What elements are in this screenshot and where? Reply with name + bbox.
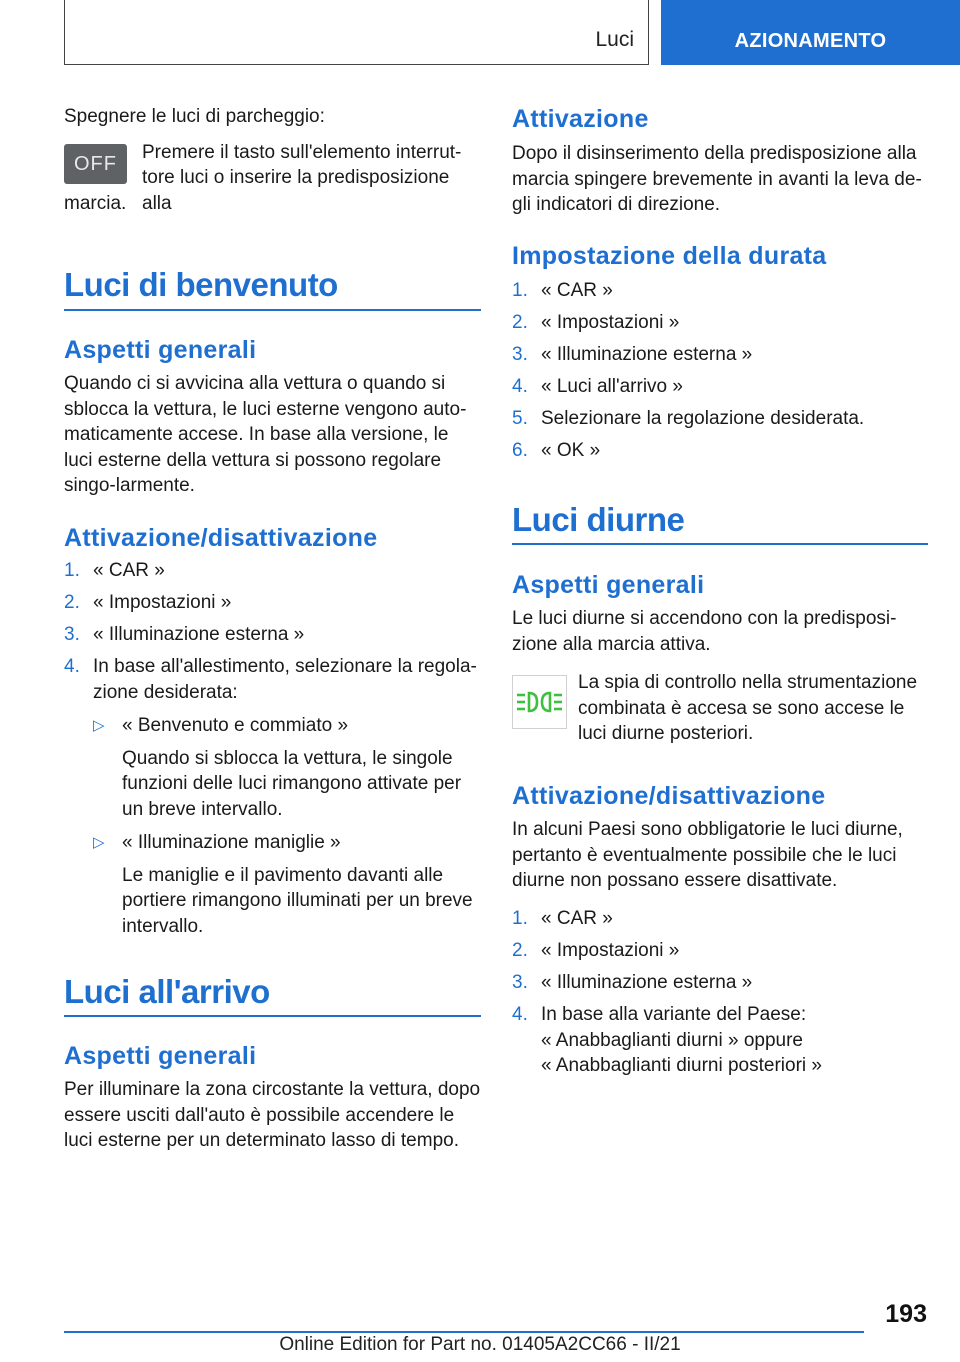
step-text: « Impostazioni » <box>541 940 680 961</box>
heading-rule <box>64 309 481 311</box>
heading-general-aspects-2: Aspetti generali <box>64 1042 257 1070</box>
step-item <box>512 970 928 996</box>
off-button-icon: OFF <box>64 144 127 184</box>
header-box <box>64 0 649 65</box>
option-description: Le maniglie e il pavimento davanti alle portiere rimangono illuminati per un breve intervallo. <box>122 864 473 937</box>
heading-rule <box>64 1015 481 1017</box>
duration-steps <box>512 278 928 470</box>
step-number: 4. <box>512 376 528 397</box>
footer-rule <box>64 1331 864 1333</box>
chapter-tab: AZIONAMENTO <box>661 0 960 65</box>
heading-daytime-lights: Luci diurne <box>512 501 685 538</box>
heading-activation-right: Attivazione <box>512 105 649 133</box>
drl-general-text: Le luci diurne si accendono con la predisposi-zione alla marcia attiva. <box>512 608 897 655</box>
step-text: « Illuminazione esterna » <box>93 624 305 645</box>
off-text-line-3: marcia. <box>64 193 127 214</box>
heading-activation: Attivazione/disattivazione <box>64 524 378 552</box>
step-item <box>512 438 928 464</box>
step-text: Selezionare la regolazione desiderata. <box>541 408 865 429</box>
heading-toggle: Attivazione/disattivazione <box>512 782 826 810</box>
general-aspects-text: Quando ci si avvicina alla vettura o quando si sblocca la vettura, le luci esterne vengono auto-maticamente accese. In base alla versione, le luci esterne della vettura si possono regolare singo-larmente. <box>64 373 467 496</box>
toggle-text: In alcuni Paesi sono obbligatorie le luci diurne, pertanto è eventualmente possibile che le luci diurne non possano essere disattivate. <box>512 819 903 891</box>
arrival-text: Per illuminare la zona circostante la vettura, dopo essere usciti dall'auto è possibile accendere le luci esterne per un determinato lasso di tempo. <box>64 1079 481 1151</box>
option-list <box>93 713 481 939</box>
step-number: 5. <box>512 408 528 429</box>
step-item <box>64 654 481 939</box>
step-text-line: « Anabbaglianti diurni posteriori » <box>541 1055 822 1076</box>
step-text: « OK » <box>541 440 601 461</box>
step-item <box>512 374 928 400</box>
step-number: 1. <box>512 280 528 301</box>
option-item <box>93 713 481 822</box>
step-number: 3. <box>512 972 528 993</box>
step-number: 2. <box>64 592 80 613</box>
step-number: 4. <box>64 656 80 677</box>
step-item <box>512 406 928 432</box>
step-item <box>64 622 481 648</box>
heading-general-aspects-right: Aspetti generali <box>512 571 705 599</box>
off-text-line-2: tore luci o inserire la predisposizione alla <box>142 167 450 214</box>
step-number: 4. <box>512 1004 528 1025</box>
step-text: « CAR » <box>93 560 165 581</box>
step-text: « Illuminazione esterna » <box>541 972 753 993</box>
step-item <box>512 938 928 964</box>
heading-rule <box>512 543 928 545</box>
step-item <box>512 342 928 368</box>
step-item <box>64 558 481 584</box>
step-number: 2. <box>512 312 528 333</box>
option-label: « Benvenuto e commiato » <box>122 715 349 736</box>
step-item <box>64 590 481 616</box>
step-text: « Illuminazione esterna » <box>541 344 753 365</box>
step-text: In base all'allestimento, selezionare la regola-zione desiderata: <box>93 656 477 703</box>
step-text: « CAR » <box>541 908 613 929</box>
step-text: « Luci all'arrivo » <box>541 376 683 397</box>
off-text-line-1: Premere il tasto sull'elemento interrut- <box>142 142 462 163</box>
page-number: 193 <box>885 1300 927 1328</box>
edition-footer: Online Edition for Part no. 01405A2CC66 - II/21 <box>279 1334 681 1355</box>
triangle-bullet-icon: ▷ <box>93 717 105 734</box>
step-item <box>512 1002 928 1079</box>
triangle-bullet-icon: ▷ <box>93 834 105 851</box>
step-number: 3. <box>64 624 80 645</box>
step-text: « Impostazioni » <box>541 312 680 333</box>
step-text-line: « Anabbaglianti diurni » oppure <box>541 1029 803 1051</box>
option-label: « Illuminazione maniglie » <box>122 832 341 853</box>
step-number: 1. <box>512 908 528 929</box>
section-title: Luci <box>595 28 634 51</box>
daytime-running-light-icon <box>512 675 567 729</box>
activation-steps <box>64 558 481 947</box>
option-description: Quando si sblocca la vettura, le singole funzioni delle luci rimangono attivate per un breve intervallo. <box>122 747 462 820</box>
step-number: 2. <box>512 940 528 961</box>
step-item <box>512 906 928 932</box>
heading-welcome-lights: Luci di benvenuto <box>64 266 338 303</box>
heading-arrival-lights: Luci all'arrivo <box>64 973 270 1010</box>
step-number: 3. <box>512 344 528 365</box>
step-text: « CAR » <box>541 280 613 301</box>
step-number: 1. <box>64 560 80 581</box>
step-number: 6. <box>512 440 528 461</box>
step-text-line: In base alla variante del Paese: <box>541 1004 807 1025</box>
activation-text: Dopo il disinserimento della predisposizione alla marcia spingere brevemente in avanti la leva de-gli indicatori di direzione. <box>512 143 922 215</box>
heading-general-aspects: Aspetti generali <box>64 336 257 364</box>
step-text: « Impostazioni » <box>93 592 232 613</box>
indicator-text: La spia di controllo nella strumentazione combinata è accesa se sono accese le luci diurne posteriori. <box>578 672 918 744</box>
parking-lights-intro: Spegnere le luci di parcheggio: <box>64 106 325 127</box>
step-item <box>512 278 928 304</box>
step-item <box>512 310 928 336</box>
option-item <box>93 830 481 939</box>
toggle-steps <box>512 906 928 1085</box>
heading-duration: Impostazione della durata <box>512 242 827 270</box>
